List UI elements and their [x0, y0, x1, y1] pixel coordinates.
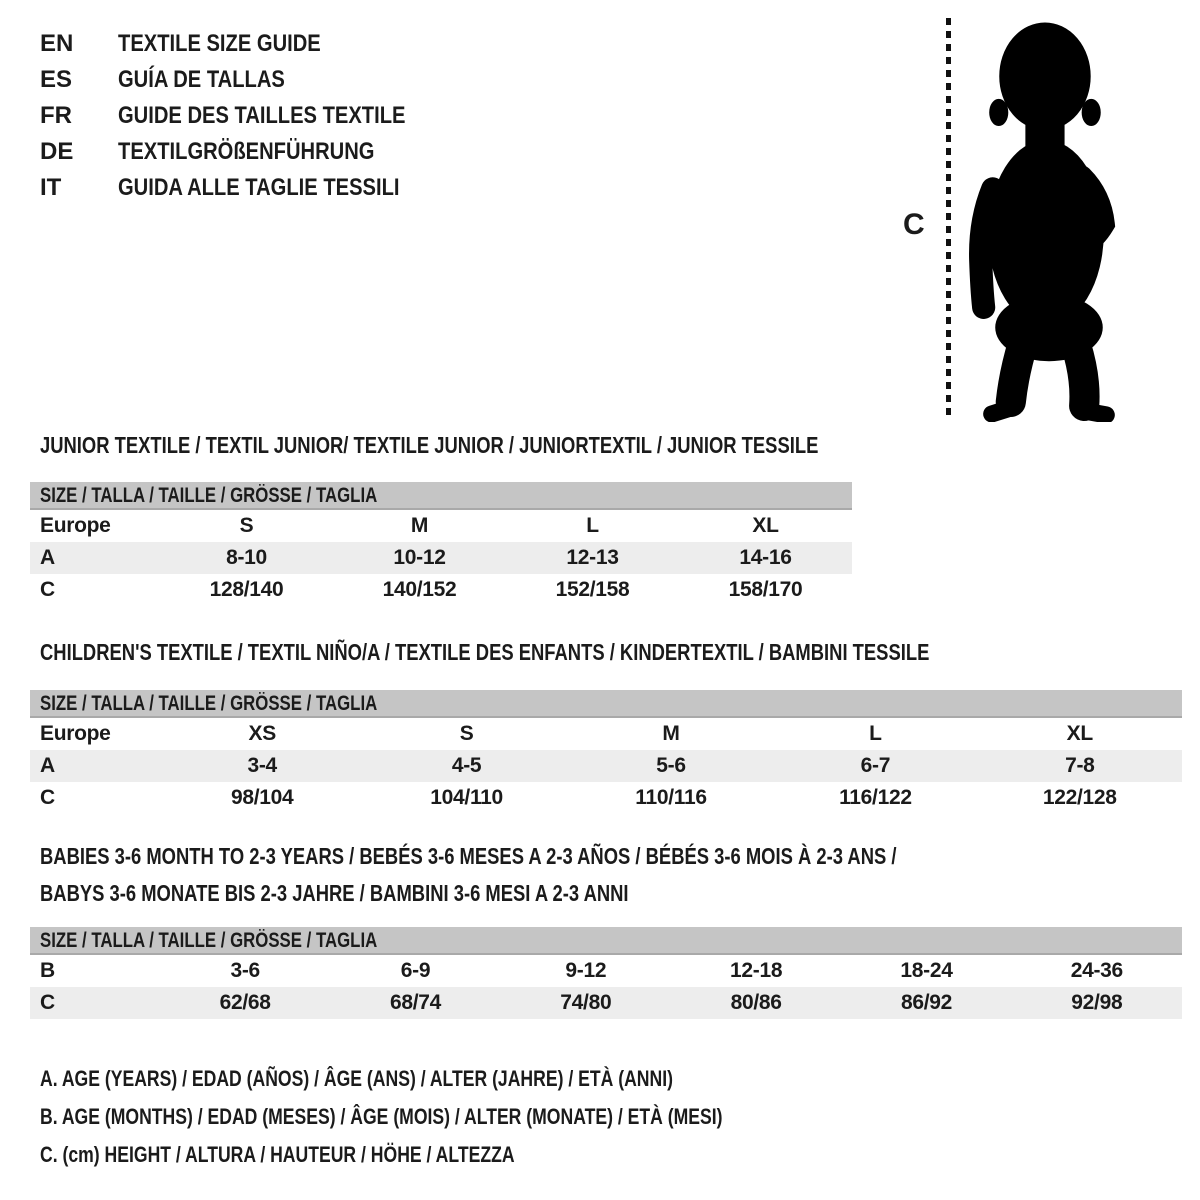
size-cell: 4-5	[451, 754, 482, 777]
row-label: C	[40, 991, 55, 1014]
size-cell: 7-8	[1065, 754, 1095, 777]
babies-size-table	[30, 927, 1182, 1019]
table-row-europe	[30, 718, 1182, 750]
size-cell: 18-24	[900, 959, 953, 982]
height-dashed-line-icon	[946, 18, 951, 418]
babies-section-heading: BABIES 3-6 MONTH TO 2-3 YEARS / BEBÉS 3-6 MESES A 2-3 AÑOS / BÉBÉS 3-6 MOIS À 2-3 ANS / BABYS 3-6 MONATE BIS 2-3 JAHRE / BAMBINI 3-6 MESI A 2-3 ANNI	[40, 843, 897, 906]
table-header: SIZE / TALLA / TAILLE / GRÖSSE / TAGLIA	[30, 690, 1182, 718]
lang-row-es	[40, 62, 460, 98]
size-cell: S	[239, 514, 254, 537]
size-cell: XL	[1066, 722, 1093, 745]
row-label: C	[40, 578, 55, 601]
table-row-months	[30, 955, 1182, 987]
size-cell: M	[662, 722, 680, 745]
table-row-height	[30, 574, 852, 606]
children-section-heading: CHILDREN'S TEXTILE / TEXTIL NIÑO/A / TEXTILE DES ENFANTS / KINDERTEXTIL / BAMBINI TESSILE	[40, 639, 930, 665]
size-cell: 92/98	[1071, 991, 1123, 1014]
table-row-europe	[30, 510, 852, 542]
size-cell: 74/80	[560, 991, 612, 1014]
size-cell: 128/140	[209, 578, 284, 601]
lang-title: TEXTILGRÖßENFÜHRUNG	[118, 138, 375, 165]
table-row-age	[30, 542, 852, 574]
lang-title: GUIDE DES TAILLES TEXTILE	[118, 102, 406, 129]
row-label: C	[40, 786, 55, 809]
table-row-age	[30, 750, 1182, 782]
lang-row-de	[40, 134, 460, 170]
size-cell: S	[459, 722, 474, 745]
language-list	[40, 26, 460, 206]
lang-title: GUIDA ALLE TAGLIE TESSILI	[118, 174, 400, 201]
size-cell: L	[869, 722, 882, 745]
size-cell: M	[410, 514, 429, 537]
size-cell: 24-36	[1070, 959, 1123, 982]
size-cell: 98/104	[230, 786, 294, 809]
legend-line-c: C. (cm) HEIGHT / ALTURA / HAUTEUR / HÖHE / ALTEZZA	[40, 1142, 515, 1167]
size-cell: 110/116	[635, 786, 707, 809]
size-cell: 5-6	[656, 754, 686, 777]
size-cell: 8-10	[226, 546, 267, 569]
measurement-legend	[40, 1060, 893, 1174]
table-header: SIZE / TALLA / TAILLE / GRÖSSE / TAGLIA	[30, 927, 1182, 955]
row-label: B	[40, 959, 55, 982]
size-cell: L	[586, 514, 599, 537]
size-cell: 104/110	[430, 786, 503, 809]
table-row-height	[30, 782, 1182, 814]
row-label: A	[40, 754, 55, 777]
size-cell: 10-12	[393, 546, 446, 569]
legend-line-b: B. AGE (MONTHS) / EDAD (MESES) / ÂGE (MOIS) / ALTER (MONATE) / ETÀ (MESI)	[40, 1104, 723, 1129]
lang-code: DE	[40, 138, 74, 165]
size-cell: 9-12	[565, 959, 607, 982]
size-cell: 3-4	[247, 754, 277, 777]
lang-row-en	[40, 26, 460, 62]
size-cell: 122/128	[1042, 786, 1117, 809]
size-cell: 140/152	[382, 578, 457, 601]
size-cell: 62/68	[219, 991, 271, 1014]
junior-section-heading: JUNIOR TEXTILE / TEXTIL JUNIOR/ TEXTILE JUNIOR / JUNIORTEXTIL / JUNIOR TESSILE	[40, 432, 819, 458]
row-label: Europe	[40, 514, 111, 537]
size-cell: 12-13	[566, 546, 619, 569]
size-cell: 14-16	[739, 546, 792, 569]
lang-title: GUÍA DE TALLAS	[118, 66, 285, 93]
size-cell: 158/170	[728, 578, 803, 601]
table-header: SIZE / TALLA / TAILLE / GRÖSSE / TAGLIA	[30, 482, 852, 510]
size-cell: 3-6	[230, 959, 260, 982]
lang-code: FR	[40, 102, 72, 129]
lang-row-it	[40, 170, 460, 206]
size-cell: XL	[752, 514, 779, 537]
height-measure-label: C	[903, 208, 925, 241]
size-cell: 6-9	[400, 959, 431, 982]
lang-title: TEXTILE SIZE GUIDE	[118, 30, 321, 57]
size-cell: XS	[248, 722, 276, 745]
size-cell: 12-18	[730, 959, 783, 982]
size-cell: 80/86	[730, 991, 782, 1014]
size-cell: 6-7	[860, 754, 891, 777]
row-label: A	[40, 546, 55, 569]
toddler-silhouette-icon	[958, 20, 1142, 422]
size-cell: 86/92	[900, 991, 953, 1014]
children-size-table	[30, 690, 1182, 814]
lang-code: ES	[40, 66, 73, 93]
size-cell: 116/122	[839, 786, 912, 809]
legend-line-a: A. AGE (YEARS) / EDAD (AÑOS) / ÂGE (ANS) / ALTER (JAHRE) / ETÀ (ANNI)	[40, 1066, 673, 1091]
lang-code: EN	[40, 30, 74, 57]
table-row-height	[30, 987, 1182, 1019]
size-cell: 152/158	[555, 578, 630, 601]
lang-row-fr	[40, 98, 460, 134]
row-label: Europe	[40, 722, 111, 745]
junior-size-table	[30, 482, 852, 606]
lang-code: IT	[40, 174, 62, 201]
size-cell: 68/74	[389, 991, 442, 1014]
